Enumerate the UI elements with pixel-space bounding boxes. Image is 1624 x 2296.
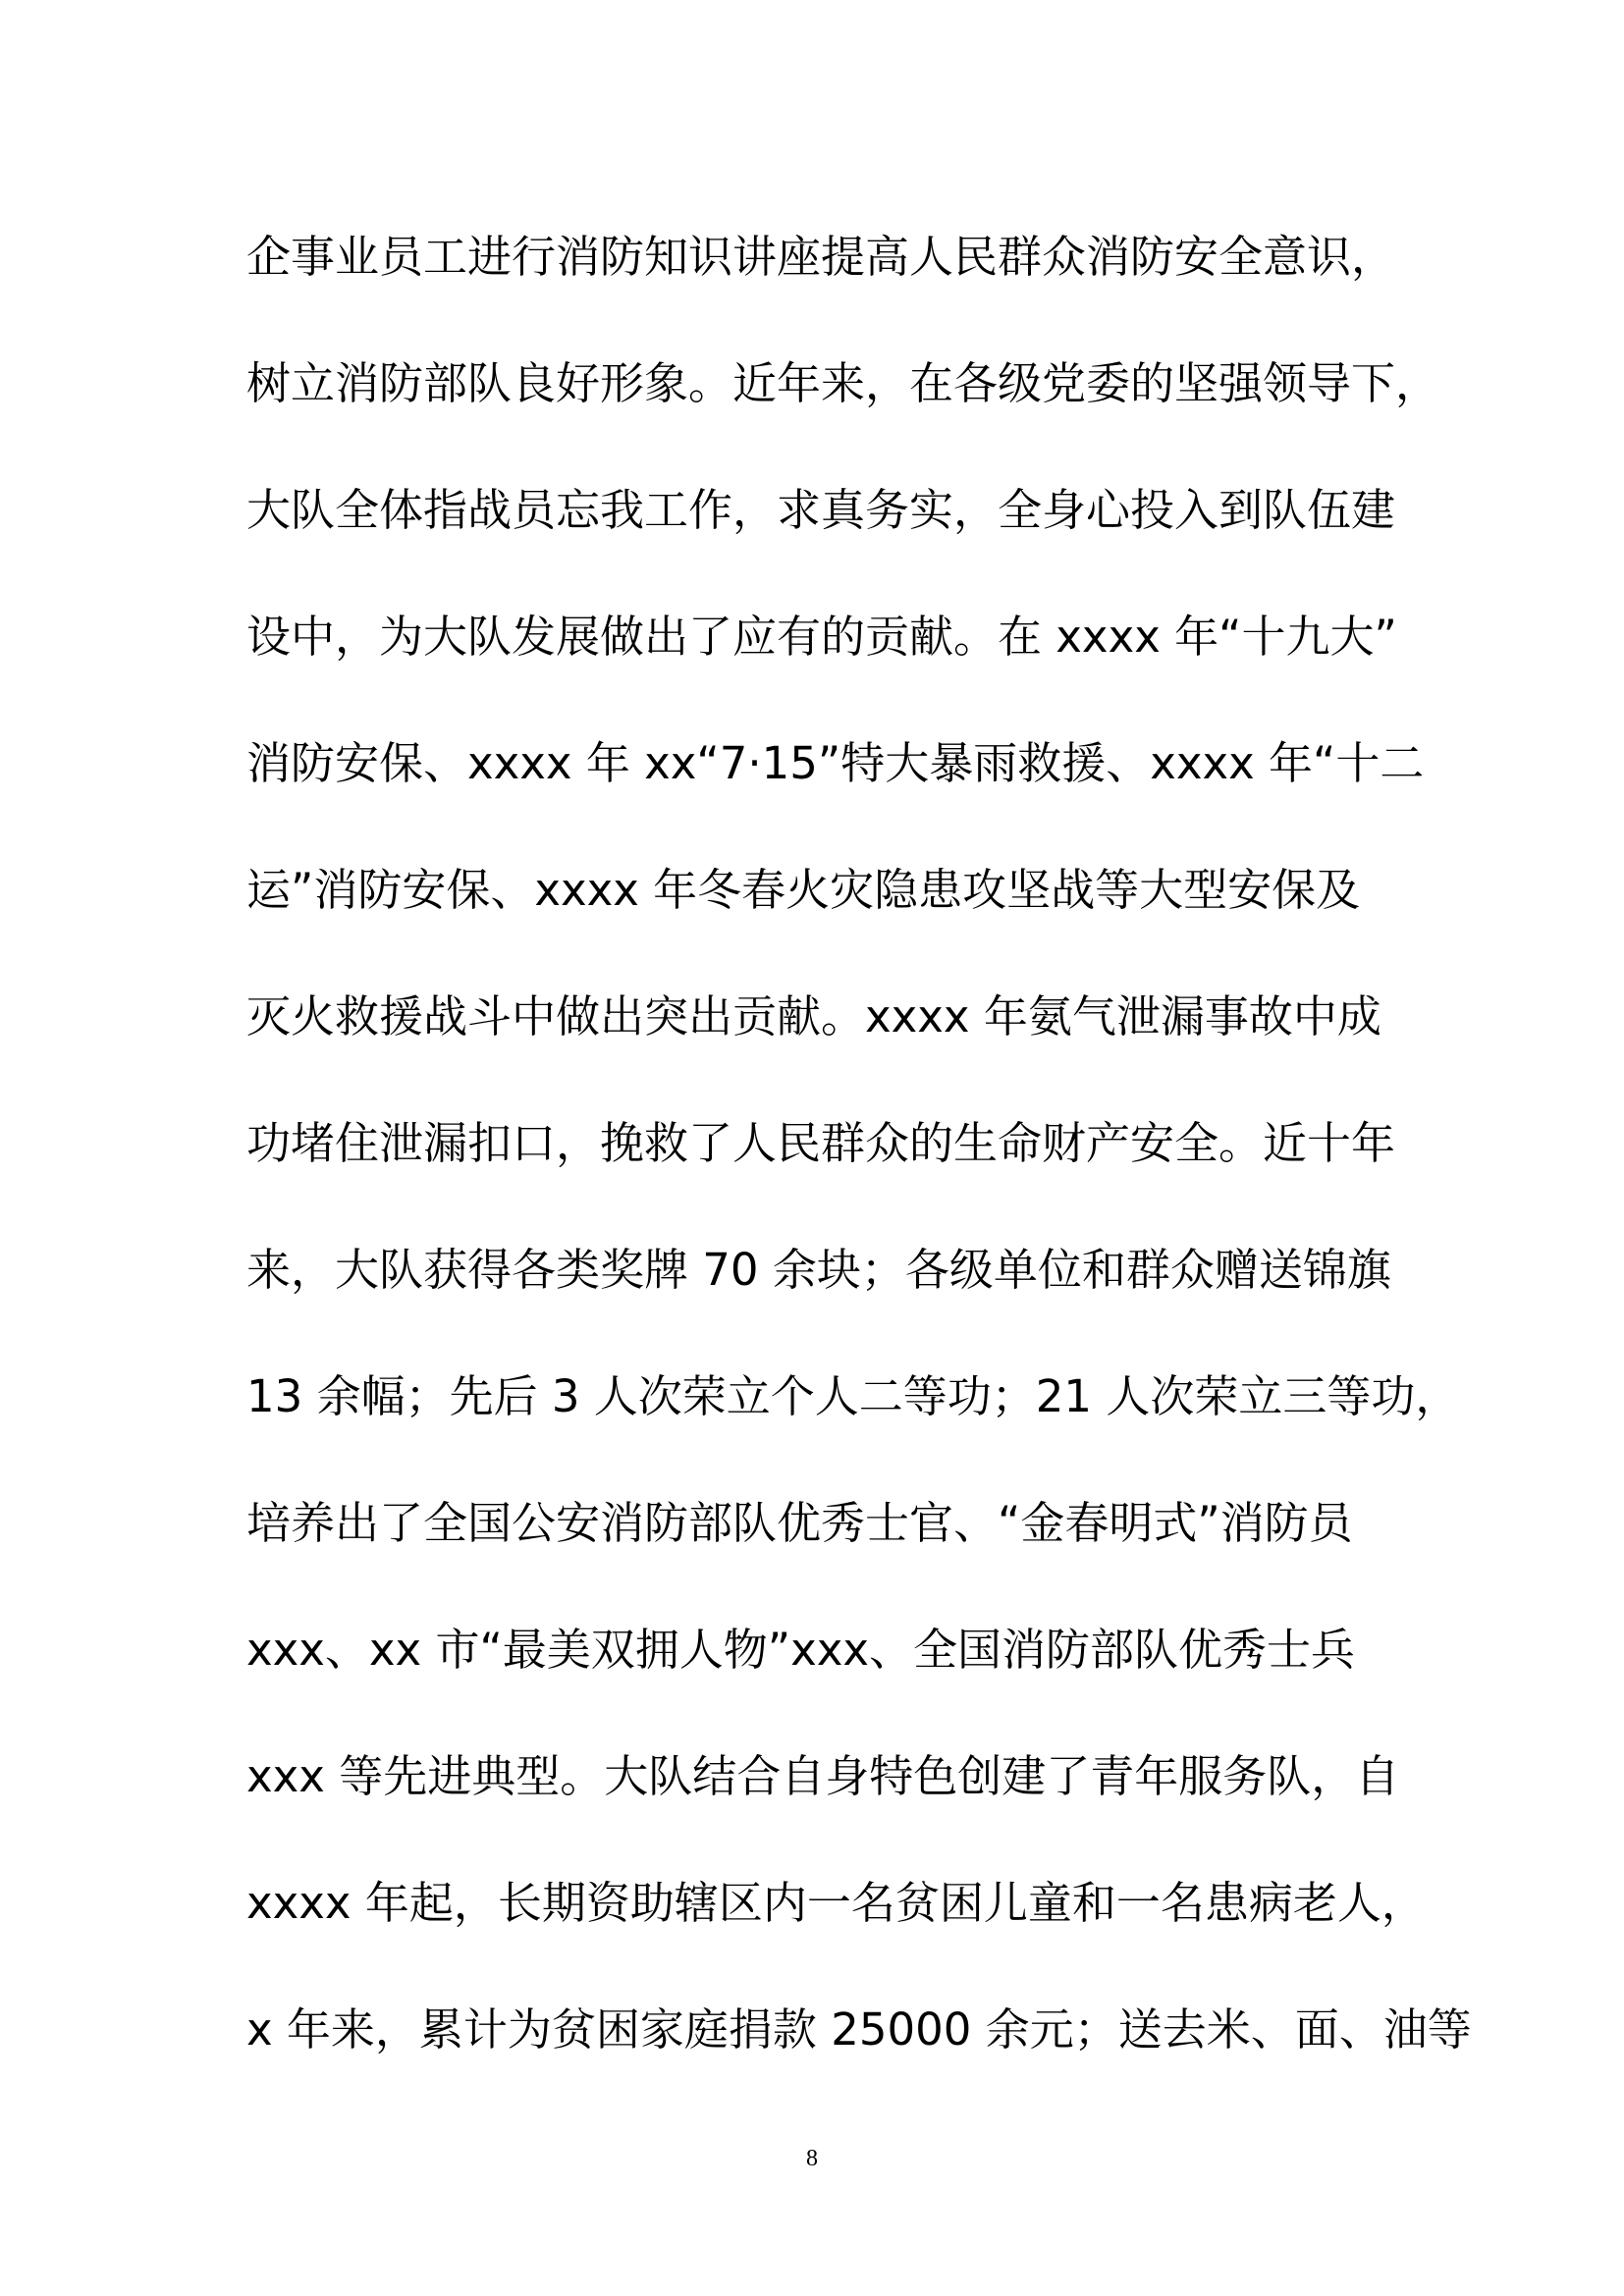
text-line: 功堵住泄漏扣口，挽救了人民群众的生命财产安全。近十年 bbox=[246, 1117, 1396, 1169]
text-line: 企事业员工进行消防知识讲座提高人民群众消防安全意识， bbox=[246, 231, 1396, 283]
text-line: 培养出了全国公安消防部队优秀士官、“金春明式”消防员 bbox=[246, 1497, 1353, 1549]
text-line: xxx、xx 市“最美双拥人物”xxx、全国消防部队优秀士兵 bbox=[246, 1624, 1355, 1676]
text-line: 运”消防安保、xxxx 年冬春火灾隐患攻坚战等大型安保及 bbox=[246, 864, 1361, 916]
text-line: 13 余幅；先后 3 人次荣立个人二等功；21 人次荣立三等功， bbox=[246, 1370, 1460, 1422]
text-line: x 年来，累计为贫困家庭捐款 25000 余元；送去米、面、油等 bbox=[246, 2003, 1472, 2056]
text-line: 树立消防部队良好形象。近年来，在各级党委的坚强领导下， bbox=[246, 357, 1440, 409]
text-line: 设中，为大队发展做出了应有的贡献。在 xxxx 年“十九大” bbox=[246, 611, 1397, 663]
text-line: 来，大队获得各类奖牌 70 余块；各级单位和群众赠送锦旗 bbox=[246, 1244, 1391, 1296]
body-text bbox=[246, 218, 1472, 2117]
text-line: xxxx 年起，长期资助辖区内一名贫困儿童和一名患病老人， bbox=[246, 1877, 1426, 1929]
page-number: 8 bbox=[806, 2146, 818, 2171]
text-line: xxx 等先进典型。大队结合自身特色创建了青年服务队，自 bbox=[246, 1750, 1400, 1802]
text-line: 灭火救援战斗中做出突出贡献。xxxx 年氨气泄漏事故中成 bbox=[246, 990, 1381, 1042]
text-line: 消防安保、xxxx 年 xx“7·15”特大暴雨救援、xxxx 年“十二 bbox=[246, 737, 1425, 789]
text-line: 大队全体指战员忘我工作，求真务实，全身心投入到队伍建 bbox=[246, 484, 1396, 536]
